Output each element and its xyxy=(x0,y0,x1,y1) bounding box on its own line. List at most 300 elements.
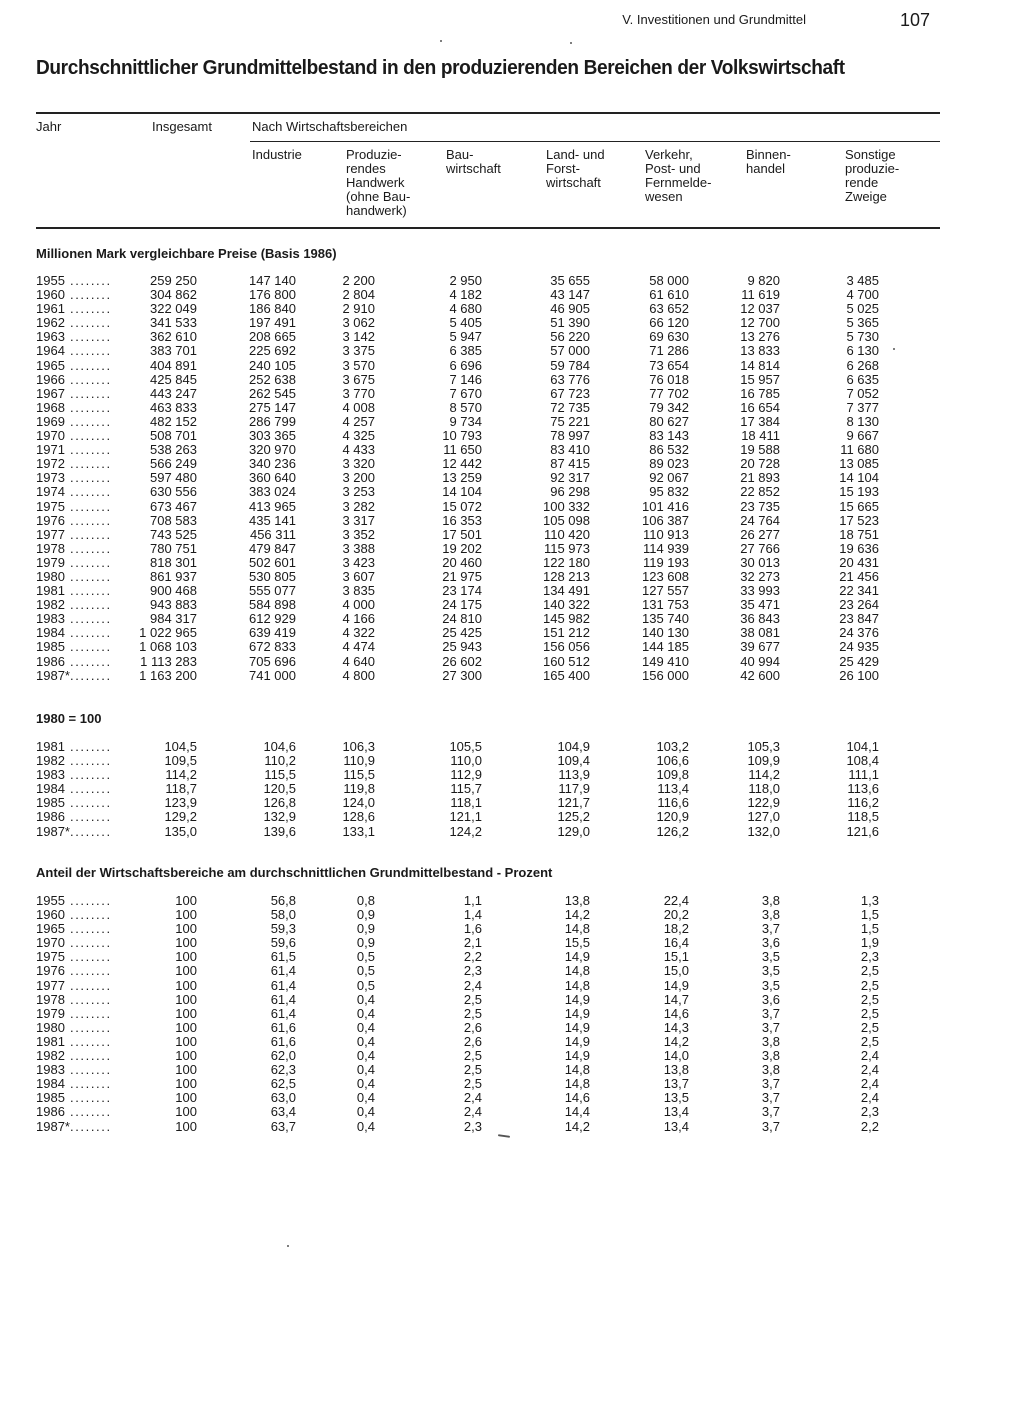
cell-bauwirtschaft: 23 174 xyxy=(442,583,482,599)
header-verkehr-line: Verkehr, xyxy=(645,147,693,162)
cell-verkehr: 15,1 xyxy=(663,949,689,965)
cell-handwerk: 3 320 xyxy=(342,456,375,472)
table-row xyxy=(0,316,1024,330)
cell-binnenhandel: 3,5 xyxy=(761,977,780,993)
row-year: 1970 xyxy=(36,428,65,444)
table-row xyxy=(0,1120,1024,1134)
cell-bauwirtschaft: 2,4 xyxy=(463,977,482,993)
cell-verkehr: 120,9 xyxy=(656,809,689,825)
cell-industrie: 61,6 xyxy=(270,1033,296,1049)
cell-sonstige: 121,6 xyxy=(846,823,879,839)
cell-sonstige: 8 130 xyxy=(846,413,879,429)
scan-speck xyxy=(893,348,895,350)
cell-verkehr: 123 608 xyxy=(642,568,689,584)
cell-industrie: 61,6 xyxy=(270,1019,296,1035)
cell-sonstige: 9 667 xyxy=(846,428,879,444)
cell-sonstige: 6 635 xyxy=(846,371,879,387)
cell-bauwirtschaft: 5 405 xyxy=(449,315,482,331)
cell-handwerk: 0,9 xyxy=(356,935,375,951)
cell-verkehr: 80 627 xyxy=(649,413,689,429)
table-row xyxy=(0,471,1024,485)
cell-bauwirtschaft: 4 680 xyxy=(449,301,482,317)
cell-land-forst: 160 512 xyxy=(543,653,590,669)
leader-dots: ........ xyxy=(70,625,112,641)
cell-binnenhandel: 3,7 xyxy=(761,1104,780,1120)
cell-handwerk: 0,4 xyxy=(356,1062,375,1078)
cell-handwerk: 0,4 xyxy=(356,1033,375,1049)
leader-dots: ........ xyxy=(70,781,112,797)
cell-industrie: 186 840 xyxy=(249,301,296,317)
cell-insgesamt: 100 xyxy=(175,1090,197,1106)
table-row xyxy=(0,655,1024,669)
header-handwerk xyxy=(346,148,410,218)
cell-verkehr: 71 286 xyxy=(649,343,689,359)
cell-binnenhandel: 3,5 xyxy=(761,963,780,979)
cell-sonstige: 15 193 xyxy=(839,484,879,500)
cell-handwerk: 4 640 xyxy=(342,653,375,669)
leader-dots: ........ xyxy=(70,739,112,754)
cell-land-forst: 43 147 xyxy=(550,287,590,303)
cell-industrie: 63,7 xyxy=(270,1118,296,1134)
cell-sonstige: 25 429 xyxy=(839,653,879,669)
cell-land-forst: 14,8 xyxy=(564,963,590,979)
row-year: 1978 xyxy=(36,991,65,1007)
table-row xyxy=(0,796,1024,810)
cell-bauwirtschaft: 2,6 xyxy=(463,1033,482,1049)
cell-verkehr: 14,7 xyxy=(663,991,689,1007)
cell-verkehr: 86 532 xyxy=(649,442,689,458)
cell-sonstige: 113,6 xyxy=(847,781,879,797)
cell-sonstige: 2,5 xyxy=(860,977,879,993)
cell-sonstige: 5 025 xyxy=(846,301,879,317)
cell-insgesamt: 341 533 xyxy=(150,315,197,331)
cell-binnenhandel: 13 833 xyxy=(740,343,780,359)
cell-bauwirtschaft: 112,9 xyxy=(450,767,482,783)
cell-insgesamt: 1 022 965 xyxy=(139,625,197,641)
leader-dots: ........ xyxy=(70,753,112,769)
cell-industrie: 240 105 xyxy=(249,357,296,373)
table-row xyxy=(0,950,1024,964)
cell-insgesamt: 508 701 xyxy=(150,428,197,444)
cell-land-forst: 140 322 xyxy=(543,597,590,613)
row-year: 1982 xyxy=(36,753,65,769)
table-row xyxy=(0,936,1024,950)
cell-insgesamt: 118,7 xyxy=(165,781,197,797)
header-handwerk-line: (ohne Bau- xyxy=(346,189,411,204)
cell-handwerk: 4 322 xyxy=(342,625,375,641)
cell-land-forst: 104,9 xyxy=(557,739,590,754)
cell-binnenhandel: 38 081 xyxy=(740,625,780,641)
header-verkehr-line: Post- und xyxy=(645,161,701,176)
cell-binnenhandel: 39 677 xyxy=(740,639,780,655)
cell-bauwirtschaft: 2,2 xyxy=(463,949,482,965)
cell-bauwirtschaft: 19 202 xyxy=(442,540,482,556)
row-year: 1987* xyxy=(36,667,70,683)
leader-dots: ........ xyxy=(70,526,112,542)
row-year: 1962 xyxy=(36,315,65,331)
table-row xyxy=(0,922,1024,936)
cell-handwerk: 0,5 xyxy=(356,977,375,993)
cell-verkehr: 109,8 xyxy=(656,767,689,783)
table-row xyxy=(0,1077,1024,1091)
cell-verkehr: 127 557 xyxy=(642,583,689,599)
leader-dots: ........ xyxy=(70,512,112,528)
cell-verkehr: 119 193 xyxy=(642,554,689,570)
table-row xyxy=(0,288,1024,302)
cell-binnenhandel: 40 994 xyxy=(740,653,780,669)
cell-industrie: 61,4 xyxy=(270,1005,296,1021)
cell-sonstige: 2,2 xyxy=(860,1118,879,1134)
cell-verkehr: 61 610 xyxy=(649,287,689,303)
cell-land-forst: 110 420 xyxy=(543,526,590,542)
table-row xyxy=(0,1091,1024,1105)
table-row xyxy=(0,542,1024,556)
cell-handwerk: 128,6 xyxy=(342,809,375,825)
cell-insgesamt: 100 xyxy=(175,907,197,923)
cell-bauwirtschaft: 15 072 xyxy=(442,498,482,514)
row-year: 1983 xyxy=(36,767,65,783)
cell-land-forst: 145 982 xyxy=(543,611,590,627)
cell-sonstige: 2,5 xyxy=(860,1005,879,1021)
cell-bauwirtschaft: 27 300 xyxy=(442,667,482,683)
row-year: 1977 xyxy=(36,977,65,993)
row-year: 1986 xyxy=(36,809,65,825)
cell-bauwirtschaft: 2,5 xyxy=(463,1076,482,1092)
cell-insgesamt: 743 525 xyxy=(150,526,197,542)
cell-bauwirtschaft: 2,4 xyxy=(463,1090,482,1106)
cell-verkehr: 114 939 xyxy=(642,540,689,556)
cell-sonstige: 3 485 xyxy=(846,273,879,288)
section-rows-millionen-mark xyxy=(0,274,1024,683)
cell-verkehr: 77 702 xyxy=(649,385,689,401)
table-row xyxy=(0,598,1024,612)
cell-industrie: 197 491 xyxy=(249,315,296,331)
cell-sonstige: 14 104 xyxy=(839,470,879,486)
running-head-text: V. Investitionen und Grundmittel xyxy=(622,12,806,27)
cell-binnenhandel: 3,7 xyxy=(761,1090,780,1106)
leader-dots: ........ xyxy=(70,1118,112,1134)
cell-industrie: 120,5 xyxy=(263,781,296,797)
leader-dots: ........ xyxy=(70,371,112,387)
cell-verkehr: 76 018 xyxy=(649,371,689,387)
cell-industrie: 303 365 xyxy=(249,428,296,444)
cell-handwerk: 106,3 xyxy=(342,739,375,754)
cell-insgesamt: 538 263 xyxy=(150,442,197,458)
cell-verkehr: 14,3 xyxy=(663,1019,689,1035)
row-year: 1983 xyxy=(36,1062,65,1078)
cell-industrie: 58,0 xyxy=(270,907,296,923)
cell-handwerk: 4 257 xyxy=(342,413,375,429)
cell-insgesamt: 100 xyxy=(175,963,197,979)
table-row xyxy=(0,979,1024,993)
table-row xyxy=(0,1063,1024,1077)
cell-handwerk: 3 352 xyxy=(342,526,375,542)
cell-industrie: 612 929 xyxy=(249,611,296,627)
cell-handwerk: 119,8 xyxy=(343,781,375,797)
cell-sonstige: 2,5 xyxy=(860,1033,879,1049)
table-row xyxy=(0,556,1024,570)
section-title-anteil-prozent: Anteil der Wirtschaftsbereiche am durchschnittlichen Grundmittelbestand - Prozent xyxy=(36,865,553,880)
row-year: 1976 xyxy=(36,512,65,528)
cell-verkehr: 66 120 xyxy=(649,315,689,331)
cell-binnenhandel: 30 013 xyxy=(740,554,780,570)
cell-handwerk: 3 570 xyxy=(342,357,375,373)
cell-binnenhandel: 127,0 xyxy=(747,809,780,825)
cell-industrie: 435 141 xyxy=(249,512,296,528)
leader-dots: ........ xyxy=(70,498,112,514)
header-sub-rule xyxy=(250,141,940,142)
row-year: 1974 xyxy=(36,484,65,500)
cell-industrie: 139,6 xyxy=(263,823,296,839)
cell-binnenhandel: 26 277 xyxy=(740,526,780,542)
table-row xyxy=(0,669,1024,683)
cell-handwerk: 0,9 xyxy=(356,921,375,937)
row-year: 1982 xyxy=(36,597,65,613)
cell-binnenhandel: 3,7 xyxy=(761,1005,780,1021)
cell-handwerk: 0,5 xyxy=(356,963,375,979)
cell-land-forst: 14,4 xyxy=(564,1104,590,1120)
cell-industrie: 275 147 xyxy=(249,399,296,415)
cell-handwerk: 3 282 xyxy=(342,498,375,514)
row-year: 1981 xyxy=(36,1033,65,1049)
cell-bauwirtschaft: 118,1 xyxy=(450,795,482,811)
cell-handwerk: 3 317 xyxy=(342,512,375,528)
cell-land-forst: 14,2 xyxy=(564,907,590,923)
cell-verkehr: 95 832 xyxy=(649,484,689,500)
leader-dots: ........ xyxy=(70,597,112,613)
cell-bauwirtschaft: 124,2 xyxy=(449,823,482,839)
cell-verkehr: 140 130 xyxy=(642,625,689,641)
cell-binnenhandel: 19 588 xyxy=(740,442,780,458)
cell-insgesamt: 630 556 xyxy=(150,484,197,500)
table-row xyxy=(0,810,1024,824)
header-top-rule xyxy=(36,112,940,114)
cell-insgesamt: 100 xyxy=(175,1019,197,1035)
row-year: 1987* xyxy=(36,823,70,839)
cell-binnenhandel: 114,2 xyxy=(748,767,780,783)
cell-binnenhandel: 14 814 xyxy=(740,357,780,373)
cell-industrie: 286 799 xyxy=(249,413,296,429)
header-sonstige-line: Zweige xyxy=(845,189,887,204)
cell-binnenhandel: 16 785 xyxy=(740,385,780,401)
row-year: 1986 xyxy=(36,653,65,669)
row-year: 1984 xyxy=(36,1076,65,1092)
cell-industrie: 61,4 xyxy=(270,963,296,979)
leader-dots: ........ xyxy=(70,921,112,937)
cell-insgesamt: 100 xyxy=(175,1005,197,1021)
cell-insgesamt: 114,2 xyxy=(165,767,197,783)
cell-sonstige: 1,5 xyxy=(860,907,879,923)
cell-verkehr: 103,2 xyxy=(656,739,689,754)
table-row xyxy=(0,528,1024,542)
cell-sonstige: 19 636 xyxy=(839,540,879,556)
cell-verkehr: 14,9 xyxy=(663,977,689,993)
cell-insgesamt: 404 891 xyxy=(150,357,197,373)
cell-bauwirtschaft: 2,3 xyxy=(463,963,482,979)
cell-sonstige: 118,5 xyxy=(847,809,879,825)
cell-handwerk: 4 474 xyxy=(342,639,375,655)
cell-bauwirtschaft: 2,6 xyxy=(463,1019,482,1035)
cell-insgesamt: 443 247 xyxy=(150,385,197,401)
cell-land-forst: 14,2 xyxy=(564,1118,590,1134)
cell-verkehr: 58 000 xyxy=(649,273,689,288)
table-row xyxy=(0,584,1024,598)
header-land-line: Land- und xyxy=(546,147,605,162)
cell-verkehr: 20,2 xyxy=(663,907,689,923)
cell-land-forst: 113,9 xyxy=(558,767,590,783)
header-sonstige-line: produzie- xyxy=(845,161,900,176)
cell-verkehr: 22,4 xyxy=(663,893,689,908)
cell-industrie: 502 601 xyxy=(249,554,296,570)
cell-industrie: 61,4 xyxy=(270,991,296,1007)
row-year: 1980 xyxy=(36,568,65,584)
leader-dots: ........ xyxy=(70,639,112,655)
cell-insgesamt: 818 301 xyxy=(150,554,197,570)
cell-land-forst: 59 784 xyxy=(550,357,590,373)
cell-insgesamt: 100 xyxy=(175,1033,197,1049)
leader-dots: ........ xyxy=(70,484,112,500)
table-row xyxy=(0,754,1024,768)
cell-land-forst: 35 655 xyxy=(550,273,590,288)
cell-bauwirtschaft: 7 146 xyxy=(449,371,482,387)
cell-land-forst: 14,8 xyxy=(564,1062,590,1078)
header-binnenhandel xyxy=(746,148,791,176)
cell-bauwirtschaft: 2 950 xyxy=(449,273,482,288)
leader-dots: ........ xyxy=(70,949,112,965)
row-year: 1978 xyxy=(36,540,65,556)
cell-industrie: 63,0 xyxy=(270,1090,296,1106)
cell-sonstige: 2,3 xyxy=(860,949,879,965)
cell-handwerk: 3 200 xyxy=(342,470,375,486)
cell-insgesamt: 1 113 283 xyxy=(140,653,197,669)
cell-industrie: 61,5 xyxy=(270,949,296,965)
cell-insgesamt: 943 883 xyxy=(150,597,197,613)
cell-handwerk: 0,4 xyxy=(356,1076,375,1092)
cell-land-forst: 121,7 xyxy=(557,795,590,811)
cell-sonstige: 22 341 xyxy=(839,583,879,599)
cell-industrie: 530 805 xyxy=(249,568,296,584)
cell-verkehr: 13,8 xyxy=(663,1062,689,1078)
row-year: 1979 xyxy=(36,554,65,570)
cell-land-forst: 156 056 xyxy=(543,639,590,655)
cell-verkehr: 16,4 xyxy=(663,935,689,951)
cell-binnenhandel: 13 276 xyxy=(740,329,780,345)
cell-handwerk: 3 375 xyxy=(342,343,375,359)
cell-binnenhandel: 11 619 xyxy=(741,287,780,303)
leader-dots: ........ xyxy=(70,823,112,839)
cell-insgesamt: 129,2 xyxy=(164,809,197,825)
leader-dots: ........ xyxy=(70,428,112,444)
header-bauwirtschaft xyxy=(446,148,501,176)
cell-verkehr: 106 387 xyxy=(642,512,689,528)
table-row xyxy=(0,626,1024,640)
cell-land-forst: 63 776 xyxy=(550,371,590,387)
row-year: 1981 xyxy=(36,739,65,754)
cell-insgesamt: 100 xyxy=(175,1048,197,1064)
cell-binnenhandel: 32 273 xyxy=(740,568,780,584)
cell-handwerk: 3 607 xyxy=(342,568,375,584)
cell-bauwirtschaft: 6 696 xyxy=(449,357,482,373)
page-number: 107 xyxy=(900,10,931,30)
cell-insgesamt: 861 937 xyxy=(150,568,197,584)
cell-sonstige: 5 730 xyxy=(846,329,879,345)
cell-land-forst: 14,6 xyxy=(564,1090,590,1106)
cell-industrie: 479 847 xyxy=(249,540,296,556)
table-row xyxy=(0,274,1024,288)
cell-verkehr: 92 067 xyxy=(649,470,689,486)
table-row xyxy=(0,401,1024,415)
cell-bauwirtschaft: 1,6 xyxy=(463,921,482,937)
cell-handwerk: 4 325 xyxy=(342,428,375,444)
cell-bauwirtschaft: 21 975 xyxy=(442,568,482,584)
cell-insgesamt: 100 xyxy=(175,935,197,951)
cell-verkehr: 13,4 xyxy=(663,1104,689,1120)
cell-handwerk: 4 008 xyxy=(342,399,375,415)
cell-binnenhandel: 33 993 xyxy=(740,583,780,599)
cell-verkehr: 113,4 xyxy=(657,781,689,797)
cell-land-forst: 56 220 xyxy=(550,329,590,345)
row-year: 1975 xyxy=(36,949,65,965)
leader-dots: ........ xyxy=(70,385,112,401)
table-row xyxy=(0,485,1024,499)
cell-land-forst: 14,8 xyxy=(564,921,590,937)
cell-industrie: 59,3 xyxy=(270,921,296,937)
leader-dots: ........ xyxy=(70,893,112,908)
cell-binnenhandel: 3,6 xyxy=(761,935,780,951)
cell-bauwirtschaft: 6 385 xyxy=(449,343,482,359)
cell-sonstige: 21 456 xyxy=(839,568,879,584)
cell-land-forst: 14,9 xyxy=(564,1019,590,1035)
cell-bauwirtschaft: 9 734 xyxy=(449,413,482,429)
cell-land-forst: 72 735 xyxy=(550,399,590,415)
cell-industrie: 555 077 xyxy=(249,583,296,599)
cell-handwerk: 3 675 xyxy=(342,371,375,387)
cell-insgesamt: 104,5 xyxy=(164,739,197,754)
cell-land-forst: 14,9 xyxy=(564,991,590,1007)
leader-dots: ........ xyxy=(70,583,112,599)
cell-industrie: 225 692 xyxy=(249,343,296,359)
cell-land-forst: 14,8 xyxy=(564,977,590,993)
cell-land-forst: 14,9 xyxy=(564,949,590,965)
cell-insgesamt: 673 467 xyxy=(150,498,197,514)
cell-verkehr: 101 416 xyxy=(642,498,689,514)
cell-insgesamt: 322 049 xyxy=(150,301,197,317)
cell-land-forst: 51 390 xyxy=(550,315,590,331)
leader-dots: ........ xyxy=(70,653,112,669)
cell-handwerk: 3 423 xyxy=(342,554,375,570)
cell-binnenhandel: 23 735 xyxy=(740,498,780,514)
scan-speck xyxy=(570,42,572,44)
table-row xyxy=(0,570,1024,584)
row-year: 1984 xyxy=(36,625,65,641)
row-year: 1972 xyxy=(36,456,65,472)
cell-industrie: 115,5 xyxy=(264,767,296,783)
leader-dots: ........ xyxy=(70,568,112,584)
cell-verkehr: 126,2 xyxy=(656,823,689,839)
table-row xyxy=(0,359,1024,373)
leader-dots: ........ xyxy=(70,442,112,458)
leader-dots: ........ xyxy=(70,413,112,429)
cell-industrie: 59,6 xyxy=(270,935,296,951)
cell-binnenhandel: 36 843 xyxy=(740,611,780,627)
leader-dots: ........ xyxy=(70,1090,112,1106)
cell-binnenhandel: 3,8 xyxy=(761,907,780,923)
section-title-index-1980: 1980 = 100 xyxy=(36,711,102,726)
cell-verkehr: 106,6 xyxy=(656,753,689,769)
table-row xyxy=(0,782,1024,796)
cell-handwerk: 3 770 xyxy=(342,385,375,401)
cell-binnenhandel: 3,8 xyxy=(761,893,780,908)
